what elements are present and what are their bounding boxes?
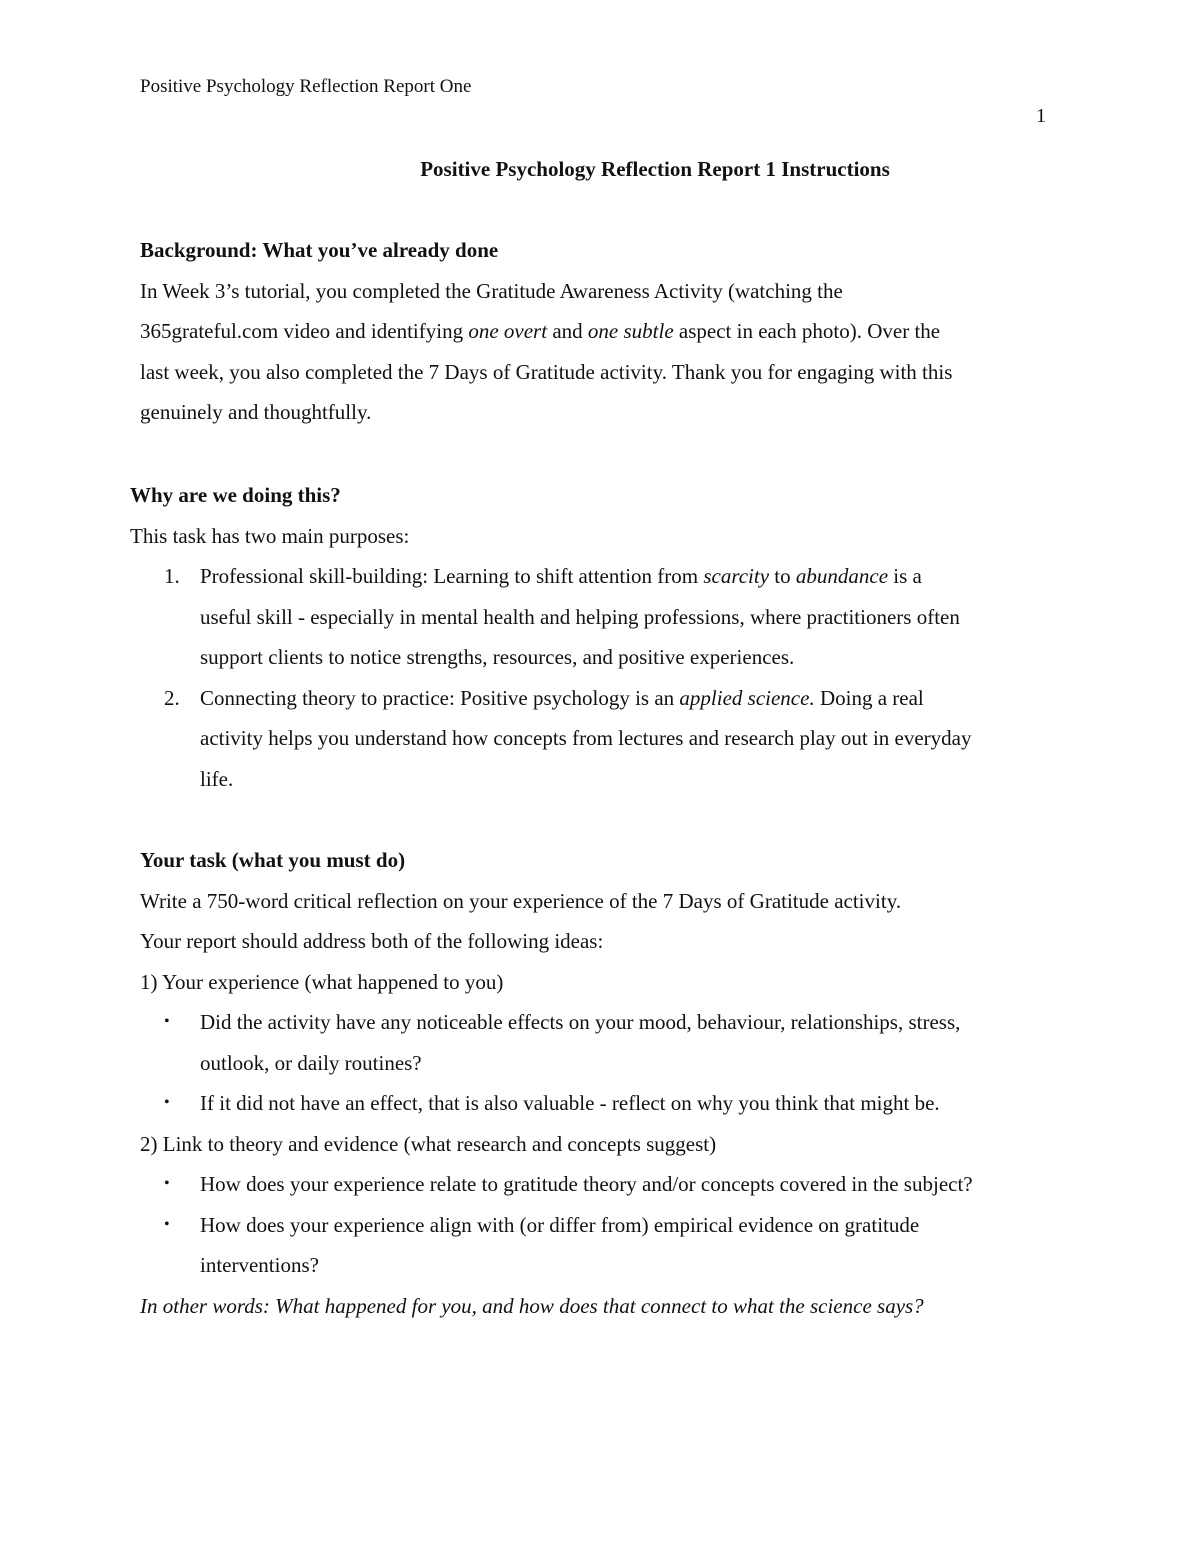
list-number: 1.	[164, 564, 180, 588]
emphasis: scarcity	[703, 564, 770, 588]
task-subsection-2: 2) Link to theory and evidence (what research and concepts suggest)	[140, 1132, 717, 1156]
list-number: 2.	[164, 685, 180, 710]
bullet-icon: •	[164, 1013, 170, 1030]
emphasis: abundance	[795, 564, 889, 588]
emphasis: one subtle	[587, 319, 674, 343]
bullet-item: • How does your experience align with (or differ from) empirical evidence on gratitude	[200, 1205, 973, 1246]
task-line: Your report should address both of the following ideas:	[140, 929, 604, 953]
why-section	[130, 475, 409, 556]
background-heading: Background: What you’ve already done	[140, 238, 499, 262]
page-number: 1	[1036, 105, 1046, 127]
list-item-continuation: support clients to notice strengths, resources, and positive experiences.	[200, 645, 795, 669]
list-item-continuation: life.	[200, 766, 234, 791]
emphasis: one overt	[468, 319, 548, 343]
task-line: Write a 750-word critical reflection on your experience of the 7 Days of Gratitude activity.	[140, 888, 902, 913]
bullet-icon: •	[164, 1175, 170, 1192]
running-head: Positive Psychology Reflection Report One	[140, 76, 472, 97]
closing-question: In other words: What happened for you, and how does that connect to what the science says?	[140, 1294, 924, 1318]
task-section	[140, 840, 901, 1002]
background-line: In Week 3’s tutorial, you completed the Gratitude Awareness Activity (watching the	[140, 278, 843, 303]
closing-wrap	[140, 1286, 924, 1327]
bullet-item: • If it did not have an effect, that is also valuable - reflect on why you think that might be.	[200, 1083, 960, 1124]
document-title: Positive Psychology Reflection Report 1 Instructions	[420, 157, 890, 181]
bullet-item: • How does your experience relate to gratitude theory and/or concepts covered in the subject?	[200, 1164, 973, 1205]
background-section	[140, 230, 952, 433]
purposes-list	[164, 556, 972, 799]
list-item: 1. Professional skill-building: Learning to shift attention from scarcity to abundance is a	[200, 556, 972, 597]
task-subsection-1: 1) Your experience (what happened to you)	[140, 969, 504, 994]
list-item-continuation: activity helps you understand how concepts from lectures and research play out in everyday	[200, 726, 972, 750]
why-intro: This task has two main purposes:	[130, 523, 410, 548]
background-line: last week, you also completed the 7 Days of Gratitude activity. Thank you for engaging with this	[140, 359, 953, 384]
theory-bullets	[164, 1164, 973, 1286]
task-heading: Your task (what you must do)	[140, 848, 406, 872]
bullet-icon: •	[164, 1215, 170, 1233]
task-subsection-2-wrap	[140, 1124, 716, 1165]
background-line: 365grateful.com video and identifying one overt and one subtle aspect in each photo). Over the	[140, 319, 941, 343]
bullet-icon: •	[164, 1094, 170, 1111]
list-item-continuation: useful skill - especially in mental health and helping professions, where practitioners often	[200, 604, 960, 629]
emphasis: applied science.	[679, 685, 815, 710]
list-item: 2. Connecting theory to practice: Positive psychology is an applied science. Doing a real	[200, 678, 972, 719]
background-line: genuinely and thoughtfully.	[140, 400, 372, 424]
bullet-item: • Did the activity have any noticeable effects on your mood, behaviour, relationships, stress,	[200, 1002, 960, 1043]
bullet-item-continuation: interventions?	[200, 1253, 319, 1277]
why-heading: Why are we doing this?	[130, 483, 341, 507]
bullet-item-continuation: outlook, or daily routines?	[200, 1050, 422, 1075]
experience-bullets	[164, 1002, 961, 1124]
